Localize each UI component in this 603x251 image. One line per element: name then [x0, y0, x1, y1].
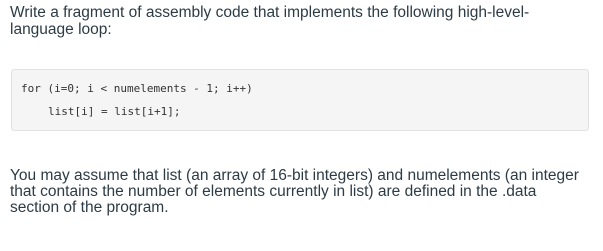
code-line-for-loop: for (i=0; i < numelements - 1; i++): [21, 82, 253, 95]
note-line: that contains the number of elements currently in list) are defined in the .data: [10, 183, 537, 200]
prompt-line: Write a fragment of assembly code that implements the following high-level-: [10, 4, 530, 21]
code-block: [11, 69, 589, 131]
code-line-loop-body: list[i] = list[i+1];: [48, 105, 181, 118]
question-note: [10, 168, 595, 216]
note-line: section of the program.: [10, 199, 169, 216]
question-prompt: [10, 4, 595, 38]
note-line: You may assume that list (an array of 16-bit integers) and numelements (an integer: [10, 167, 579, 184]
prompt-line: language loop:: [10, 21, 112, 38]
